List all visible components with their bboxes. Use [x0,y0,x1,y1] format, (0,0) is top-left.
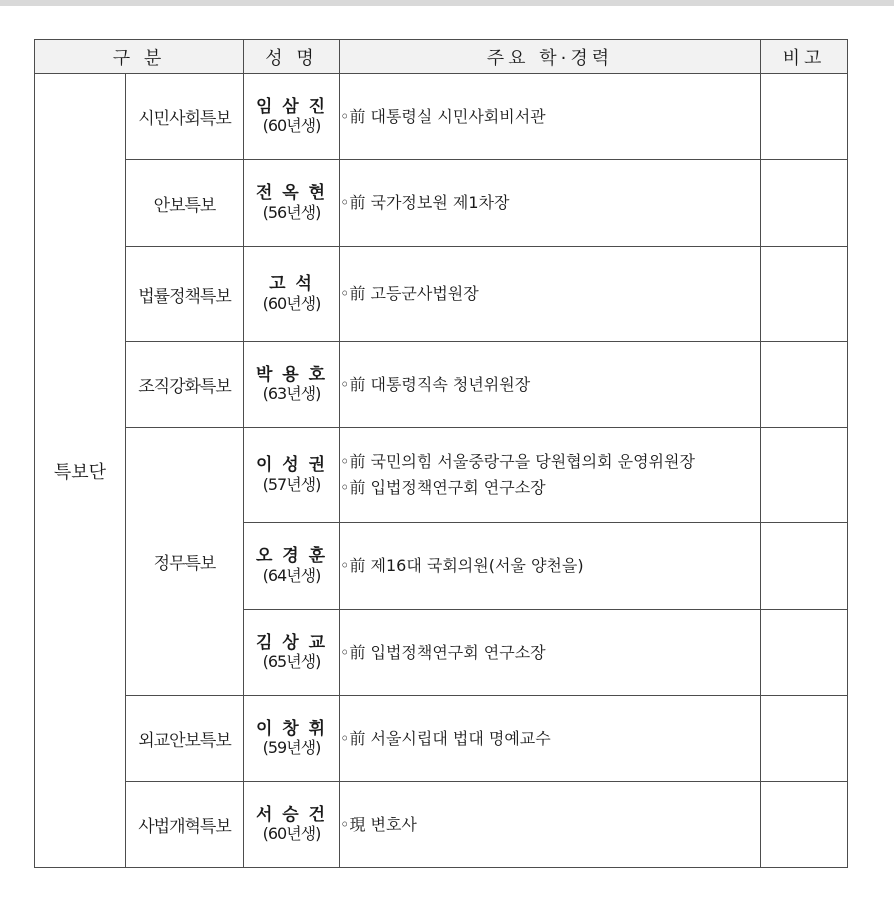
career-cell [340,782,761,868]
career-line: ◦現 변호사 [340,814,417,834]
name-cell [244,74,340,160]
header-remarks: 비고 [761,40,848,74]
name-cell [244,696,340,782]
career-cell [340,523,761,610]
table-row [35,74,848,160]
career-line: ◦前 입법정책연구회 연구소장 [340,642,546,662]
top-rule [0,0,894,6]
person-name: 서 승 건 [255,804,328,825]
table-row [35,247,848,342]
name-cell [244,160,340,247]
career-cell [340,342,761,428]
name-cell [244,523,340,610]
career-cell [340,74,761,160]
table-row [35,696,848,782]
header-category: 구 분 [35,40,244,74]
birth-year: (60년생) [262,116,321,136]
group-cell: 특보단 [35,74,126,868]
birth-year: (57년생) [262,474,321,494]
career-line: ◦前 입법정책연구회 연구소장 [340,478,546,497]
remarks-cell [761,782,848,868]
header-career: 주요 학·경력 [340,40,761,74]
name-cell [244,782,340,868]
person-name: 임 삼 진 [255,96,328,117]
remarks-cell [761,342,848,428]
remarks-cell [761,523,848,610]
birth-year: (60년생) [262,824,321,844]
person-name: 이 창 휘 [255,718,328,739]
roster-table [34,39,848,868]
person-name: 전 옥 현 [255,183,328,204]
career-cell [340,247,761,342]
sub-category-cell: 조직강화특보 [126,342,244,428]
career-line: ◦前 대통령실 시민사회비서관 [340,106,546,126]
career-cell [340,160,761,247]
career-line: ◦前 대통령직속 청년위원장 [340,374,531,394]
remarks-cell [761,610,848,696]
sub-category-cell: 사법개혁특보 [126,782,244,868]
birth-year: (60년생) [262,293,321,313]
sub-category-cell: 정무특보 [126,428,244,696]
table-row [35,782,848,868]
person-name: 김 상 교 [255,632,328,653]
table-row [35,160,848,247]
career-line: ◦前 국가정보원 제1차장 [340,193,510,213]
birth-year: (59년생) [262,738,321,758]
career-line: ◦前 고등군사법원장 [340,284,479,304]
table-row [35,428,848,523]
birth-year: (63년생) [262,384,321,404]
career-cell [340,610,761,696]
birth-year: (65년생) [262,652,321,672]
table-header-row [35,40,848,74]
career-line: ◦前 서울시립대 법대 명예교수 [340,728,551,748]
remarks-cell [761,247,848,342]
remarks-cell [761,74,848,160]
career-cell [340,696,761,782]
person-name: 이 성 권 [255,455,328,476]
sub-category-cell: 시민사회특보 [126,74,244,160]
remarks-cell [761,160,848,247]
birth-year: (56년생) [262,202,321,222]
remarks-cell [761,696,848,782]
career-line: ◦前 제16대 국회의원(서울 양천을) [340,556,584,576]
birth-year: (64년생) [262,565,321,585]
person-name: 오 경 훈 [255,546,328,567]
career-line: ◦前 국민의힘 서울중랑구을 당원협의회 운영위원장 [340,452,695,472]
person-name: 박 용 호 [255,364,328,385]
header-name: 성 명 [244,40,340,74]
career-cell [340,428,761,523]
sub-category-cell: 안보특보 [126,160,244,247]
name-cell [244,247,340,342]
name-cell [244,428,340,523]
name-cell [244,610,340,696]
sub-category-cell: 외교안보특보 [126,696,244,782]
name-cell [244,342,340,428]
remarks-cell [761,428,848,523]
sub-category-cell: 법률정책특보 [126,247,244,342]
person-name: 고 석 [269,274,314,295]
table-row [35,342,848,428]
